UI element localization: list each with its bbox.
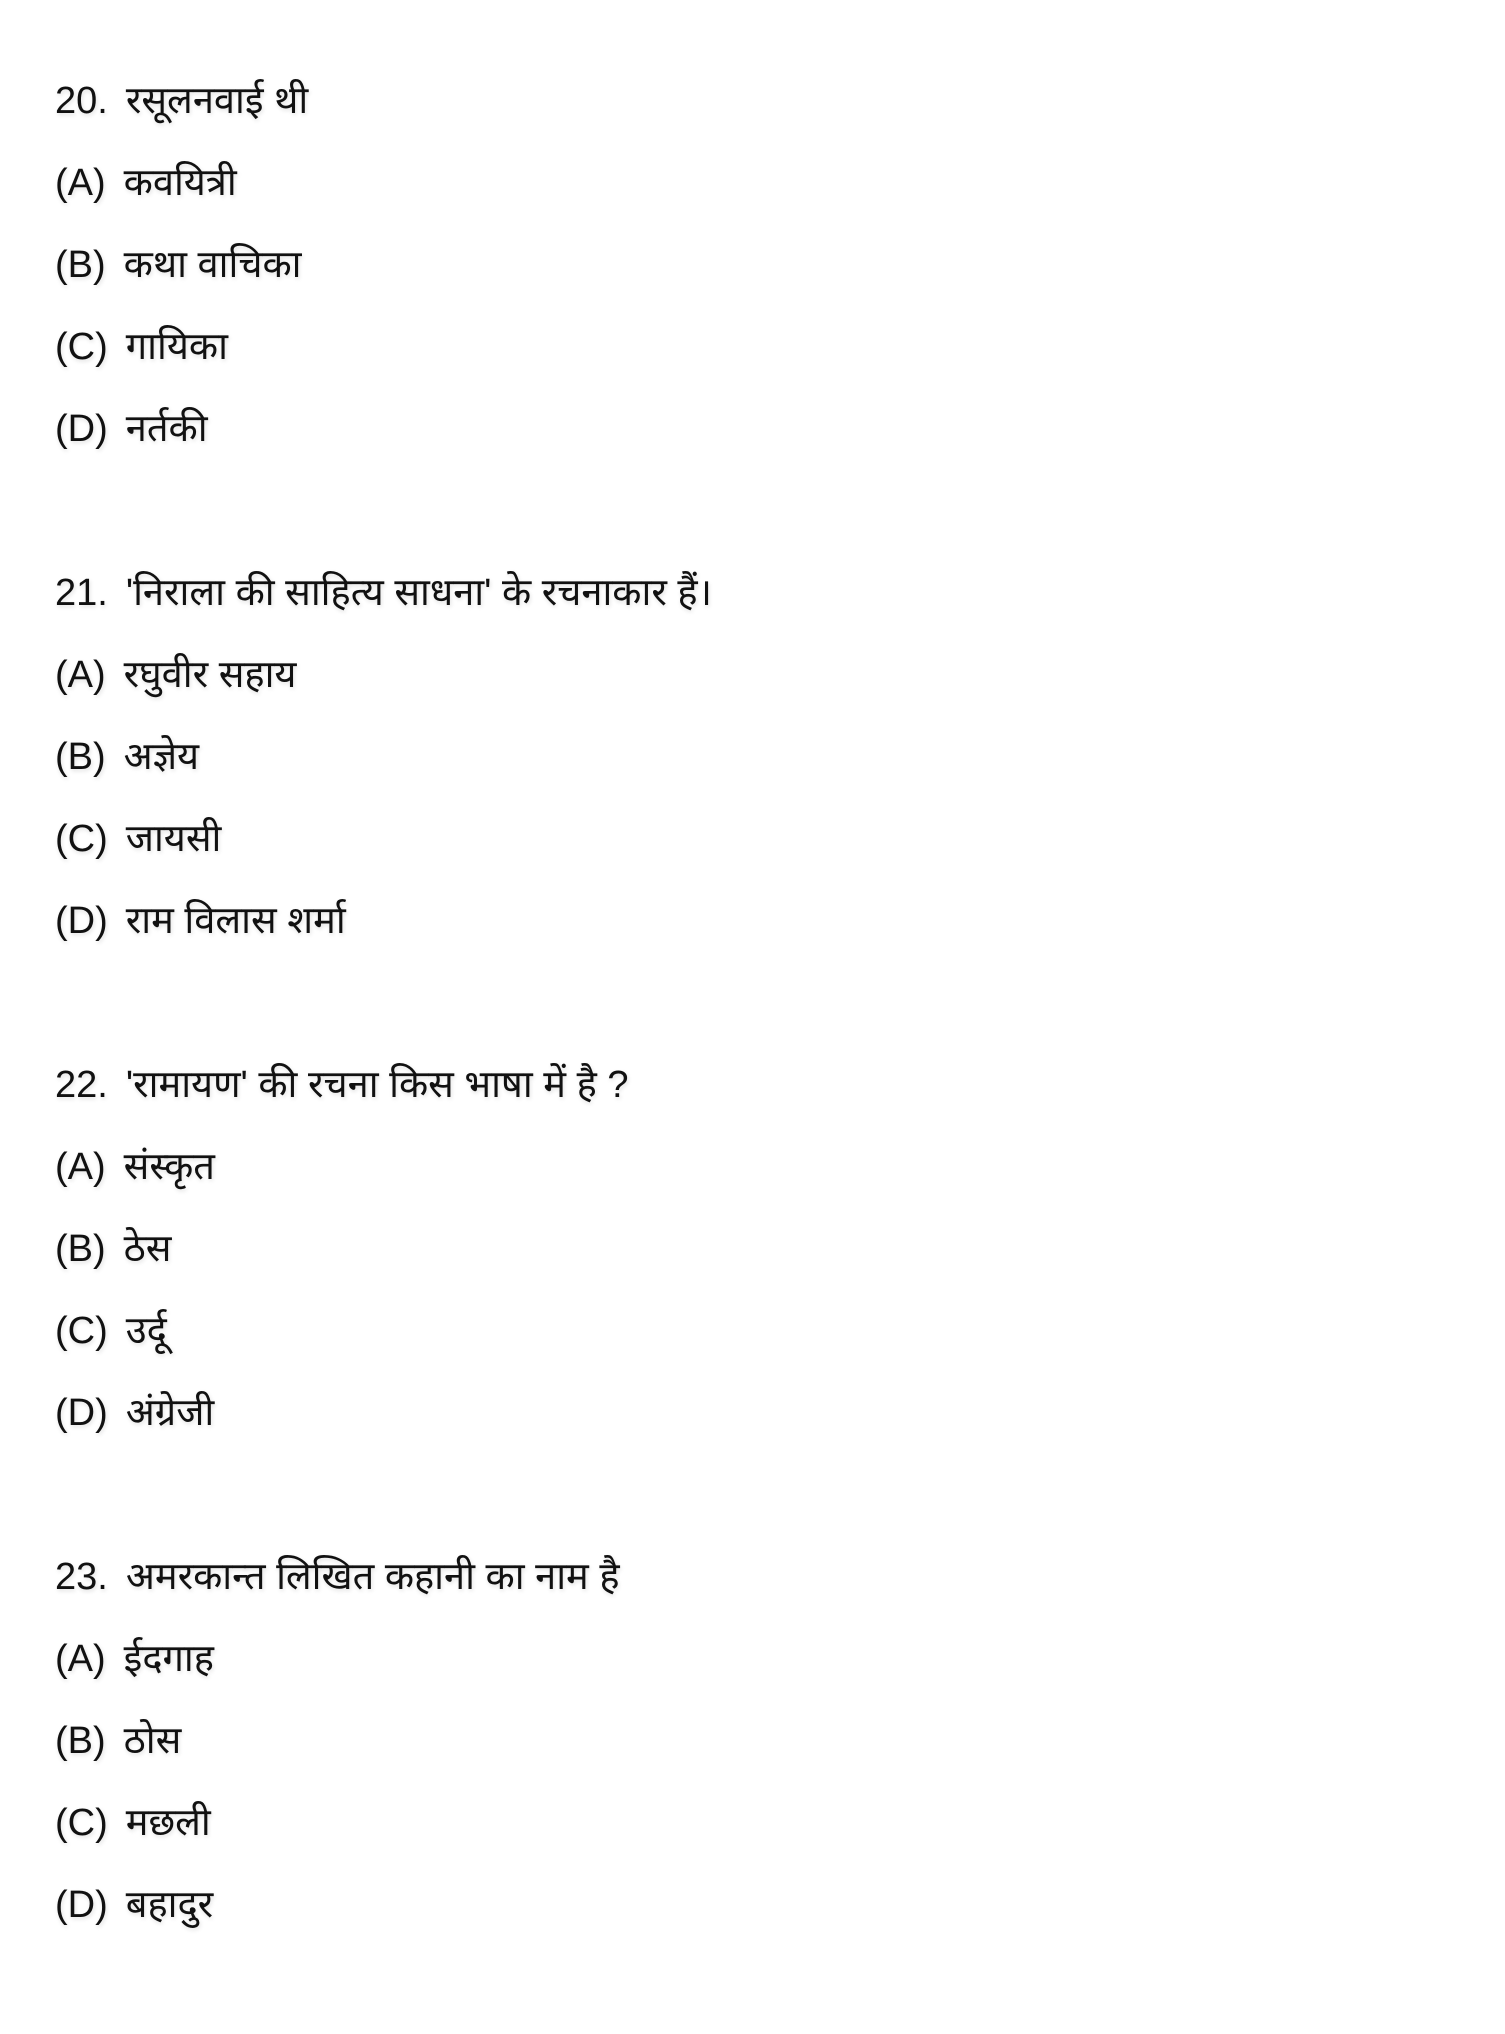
option-text: ईदगाह — [123, 1638, 214, 1680]
option-text: ठेस — [123, 1228, 172, 1270]
option-label: (B) — [55, 244, 106, 286]
option-c — [55, 1782, 1505, 1864]
question-text: 'निराला की साहित्य साधना' के रचनाकार हैं। — [125, 572, 713, 614]
option-text: गायिका — [125, 326, 228, 368]
option-text: नर्तकी — [125, 408, 208, 450]
option-text: मछली — [125, 1802, 211, 1844]
option-label: (D) — [55, 900, 108, 942]
option-label: (C) — [55, 818, 108, 860]
option-c — [55, 798, 1505, 880]
option-label: (C) — [55, 326, 108, 368]
question-22 — [55, 1044, 1505, 1454]
option-label: (D) — [55, 1392, 108, 1434]
question-number: 21. — [55, 572, 108, 614]
option-c — [55, 1290, 1505, 1372]
option-a — [55, 634, 1505, 716]
option-text: उर्दू — [125, 1310, 167, 1352]
option-label: (A) — [55, 162, 106, 204]
question-21 — [55, 552, 1505, 962]
question-number: 20. — [55, 80, 108, 122]
option-d — [55, 1864, 1505, 1946]
option-label: (B) — [55, 1720, 106, 1762]
option-label: (B) — [55, 736, 106, 778]
option-d — [55, 880, 1505, 962]
option-label: (D) — [55, 408, 108, 450]
option-text: जायसी — [125, 818, 222, 860]
option-b — [55, 1208, 1505, 1290]
question-text-line — [55, 1044, 1505, 1126]
option-text: अंग्रेजी — [125, 1392, 215, 1434]
question-number: 22. — [55, 1064, 108, 1106]
option-b — [55, 716, 1505, 798]
option-text: ठोस — [123, 1720, 182, 1762]
question-23 — [55, 1536, 1505, 1946]
question-text-line — [55, 552, 1505, 634]
option-a — [55, 142, 1505, 224]
question-text: 'रामायण' की रचना किस भाषा में है ? — [125, 1064, 629, 1106]
option-text: अज्ञेय — [123, 736, 200, 778]
option-text: बहादुर — [125, 1884, 214, 1926]
option-label: (A) — [55, 1638, 106, 1680]
option-b — [55, 224, 1505, 306]
question-20 — [55, 60, 1505, 470]
option-c — [55, 306, 1505, 388]
question-text-line — [55, 60, 1505, 142]
option-label: (B) — [55, 1228, 106, 1270]
option-label: (C) — [55, 1802, 108, 1844]
option-text: कथा वाचिका — [123, 244, 302, 286]
option-text: संस्कृत — [123, 1146, 215, 1188]
option-text: कवयित्री — [123, 162, 237, 204]
option-d — [55, 388, 1505, 470]
option-label: (C) — [55, 1310, 108, 1352]
question-text: रसूलनवाई थी — [125, 80, 309, 122]
option-label: (A) — [55, 654, 106, 696]
option-a — [55, 1618, 1505, 1700]
question-text-line — [55, 1536, 1505, 1618]
option-label: (A) — [55, 1146, 106, 1188]
question-text: अमरकान्त लिखित कहानी का नाम है — [125, 1556, 620, 1598]
option-d — [55, 1372, 1505, 1454]
option-a — [55, 1126, 1505, 1208]
option-text: राम विलास शर्मा — [125, 900, 346, 942]
option-text: रघुवीर सहाय — [123, 654, 297, 696]
option-label: (D) — [55, 1884, 108, 1926]
question-number: 23. — [55, 1556, 108, 1598]
option-b — [55, 1700, 1505, 1782]
question-page — [55, 60, 1505, 2028]
